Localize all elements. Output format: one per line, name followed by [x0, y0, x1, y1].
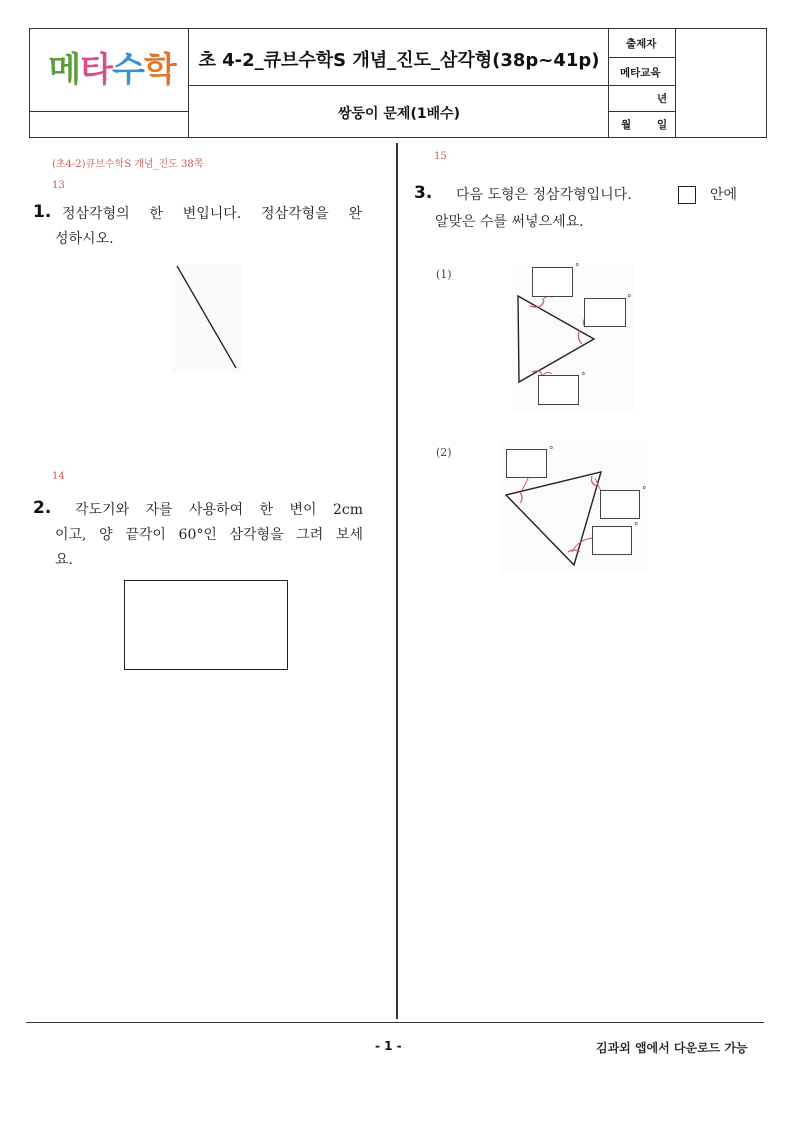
question-text: 다음 도형은 정삼각형입니다. — [456, 187, 632, 203]
year-label: 년 — [657, 93, 668, 105]
header-divider — [30, 111, 188, 112]
angle-answer-box[interactable] — [584, 298, 626, 327]
column-divider — [396, 143, 398, 1019]
question-text: 각도기와 자를 사용하여 한 변이 2cm — [75, 502, 363, 518]
q1-figure — [172, 264, 242, 372]
footer-divider — [26, 1022, 764, 1023]
question-text: 정삼각형의 한 변입니다. 정삼각형을 완 — [62, 206, 362, 222]
angle-answer-box[interactable] — [538, 375, 579, 405]
logo-char: 수 — [112, 49, 144, 90]
header-divider — [608, 111, 675, 112]
page-number: - 1 - — [375, 1039, 402, 1053]
source-reference: (초4-2)큐브수학S 개념_진도 38쪽 — [52, 159, 204, 170]
logo-char: 타 — [80, 49, 112, 90]
question-text: 이고, 양 끝각이 60°인 삼각형을 그려 보세 — [55, 527, 363, 543]
author-label: 출제자 — [626, 38, 657, 50]
angle-answer-box[interactable] — [592, 526, 632, 555]
day-label: 일 — [657, 119, 668, 131]
header-divider — [608, 29, 609, 137]
drawing-box[interactable] — [124, 580, 288, 670]
question-ref: 15 — [434, 151, 447, 162]
header-divider — [675, 29, 676, 137]
document-title: 초 4-2_큐브수학S 개념_진도_삼각형(38p~41p) — [198, 50, 600, 71]
degree-symbol: ° — [642, 486, 647, 496]
question-number: 1. — [33, 202, 52, 222]
document-subtitle: 쌍둥이 문제(1배수) — [337, 106, 461, 122]
degree-symbol: ° — [549, 446, 554, 456]
download-note: 김과외 앱에서 다운로드 가능 — [596, 1041, 748, 1055]
logo-char: 메 — [48, 49, 81, 90]
angle-answer-box[interactable] — [600, 490, 640, 519]
header-table — [29, 28, 767, 138]
degree-symbol: ° — [634, 522, 639, 532]
answer-box-icon — [678, 186, 696, 204]
author-value: 메타교육 — [620, 67, 661, 79]
question-number: 3. — [414, 183, 433, 203]
logo-char: 학 — [143, 49, 176, 90]
month-label: 월 — [621, 119, 632, 131]
header-divider — [608, 85, 675, 86]
question-text: 요. — [55, 552, 73, 568]
question-ref: 14 — [52, 471, 65, 482]
header-divider — [188, 29, 189, 137]
angle-answer-box[interactable] — [506, 449, 547, 478]
question-number: 2. — [33, 498, 52, 518]
degree-symbol: ° — [575, 263, 580, 273]
question-text: 안에 — [710, 187, 738, 203]
subquestion-label: (2) — [436, 446, 452, 459]
logo — [38, 43, 186, 89]
degree-symbol: ° — [581, 372, 586, 382]
header-divider — [608, 57, 675, 58]
angle-answer-box[interactable] — [532, 267, 573, 297]
question-text: 알맞은 수를 써넣으세요. — [435, 214, 584, 230]
question-text: 성하시오. — [55, 231, 114, 247]
question-ref: 13 — [52, 180, 65, 191]
subquestion-label: (1) — [436, 268, 452, 281]
degree-symbol: ° — [627, 294, 632, 304]
